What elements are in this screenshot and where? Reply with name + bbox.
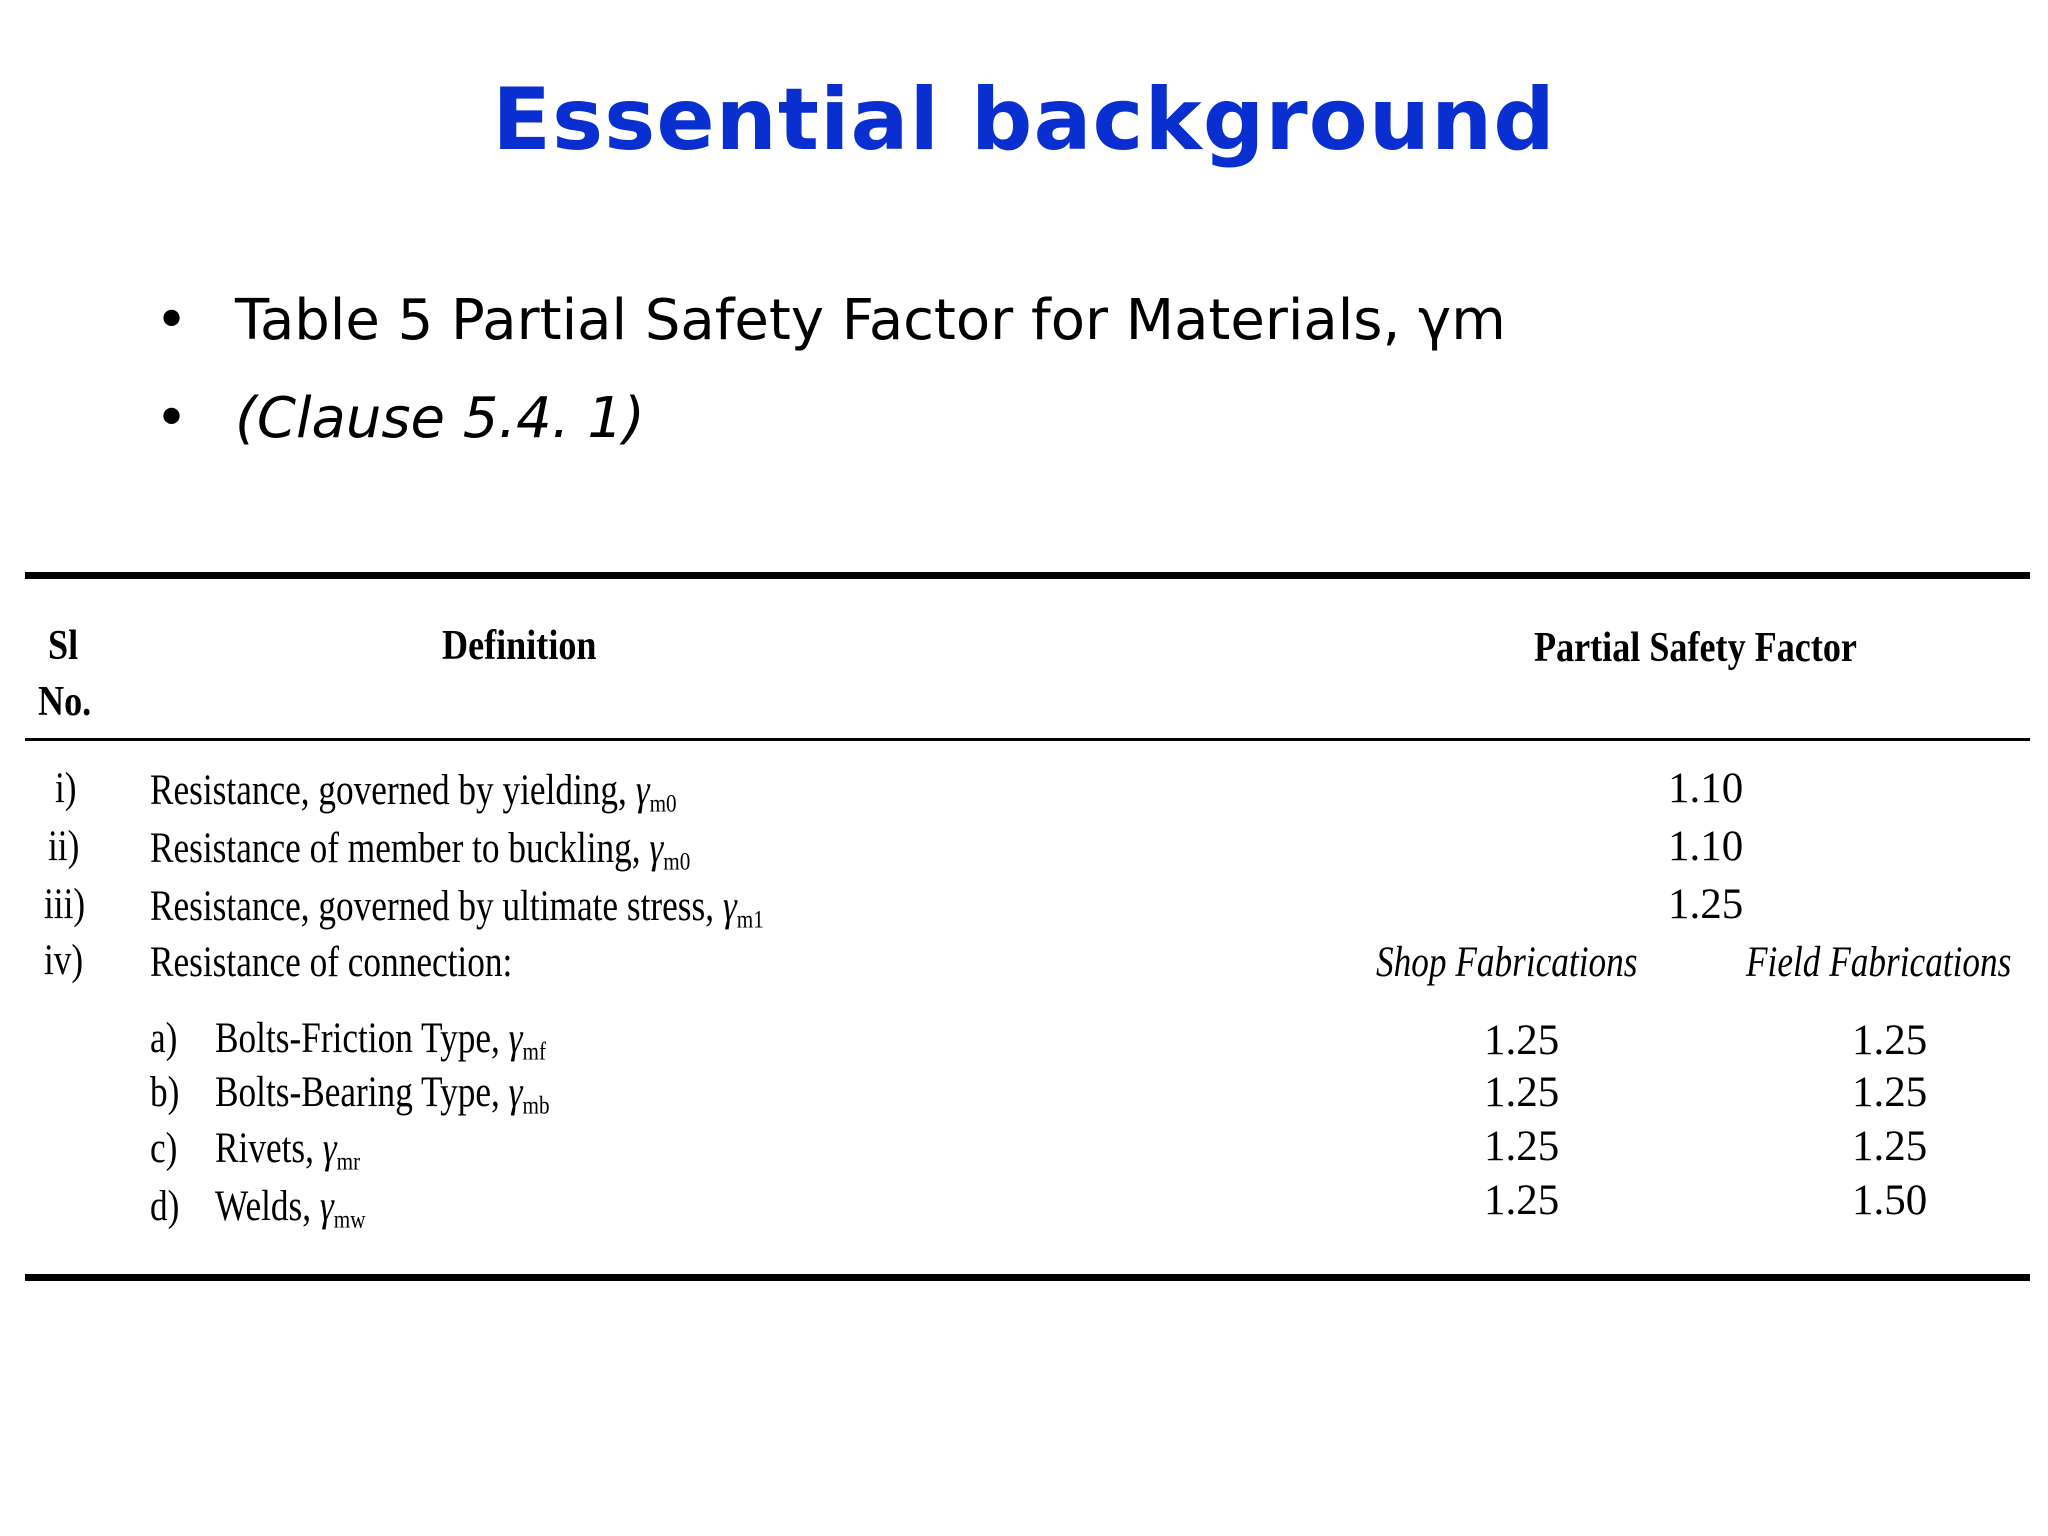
connection-label: d) xyxy=(150,1183,180,1230)
connection-definition: Bolts-Bearing Type, $\gamma_{mb}$ xyxy=(215,1069,550,1120)
row-sl: iv) xyxy=(44,937,84,984)
shop-factor: 1.25 xyxy=(1484,1177,1560,1224)
bullet-item xyxy=(155,272,1506,370)
row-factor: 1.25 xyxy=(1668,881,1744,928)
header-partial-safety-factor: Partial Safety Factor xyxy=(1534,625,1857,671)
slide-title: Essential background xyxy=(492,70,1556,170)
bullet-item xyxy=(155,370,1506,468)
connection-definition: Rivets, $\gamma_{mr}$ xyxy=(215,1125,361,1176)
row-factor: 1.10 xyxy=(1668,765,1744,812)
connection-label: b) xyxy=(150,1069,180,1116)
connection-definition: Welds, $\gamma_{mw}$ xyxy=(215,1183,366,1234)
connection-definition: Bolts-Friction Type, $\gamma_{mf}$ xyxy=(215,1015,547,1066)
field-fabrications-header: Field Fabrications xyxy=(1746,939,2012,986)
table-top-rule xyxy=(25,572,2030,579)
table-header-rule xyxy=(25,738,2030,741)
shop-fabrications-header: Shop Fabrications xyxy=(1376,939,1638,986)
row-sl: iii) xyxy=(44,881,86,928)
table-bottom-rule xyxy=(25,1274,2030,1281)
header-sl-no-line1: Sl xyxy=(48,623,79,669)
shop-factor: 1.25 xyxy=(1484,1017,1560,1064)
row-factor: 1.10 xyxy=(1668,823,1744,870)
connection-label: a) xyxy=(150,1015,178,1062)
bullet-text: Table 5 Partial Safety Factor for Materials, γm xyxy=(235,288,1506,353)
field-factor: 1.50 xyxy=(1852,1177,1928,1224)
header-definition: Definition xyxy=(442,623,597,669)
row-definition: Resistance of member to buckling, $\gamma_{m0}$ xyxy=(150,825,691,876)
bullet-dot-icon: • xyxy=(155,288,189,353)
row-definition: Resistance of connection: xyxy=(150,939,513,986)
shop-factor: 1.25 xyxy=(1484,1069,1560,1116)
row-sl: ii) xyxy=(48,823,80,870)
shop-factor: 1.25 xyxy=(1484,1123,1560,1170)
row-definition: Resistance, governed by yielding, $\gamma_{m0}$ xyxy=(150,767,677,818)
bullet-dot-icon: • xyxy=(155,386,189,451)
connection-label: c) xyxy=(150,1125,178,1172)
row-definition: Resistance, governed by ultimate stress, $\gamma_{m1}$ xyxy=(150,883,764,934)
bullet-list xyxy=(155,272,1506,468)
header-sl-no-line2: No. xyxy=(38,679,92,725)
field-factor: 1.25 xyxy=(1852,1069,1928,1116)
row-sl: i) xyxy=(55,765,77,812)
bullet-text: (Clause 5.4. 1) xyxy=(235,386,645,451)
field-factor: 1.25 xyxy=(1852,1017,1928,1064)
field-factor: 1.25 xyxy=(1852,1123,1928,1170)
